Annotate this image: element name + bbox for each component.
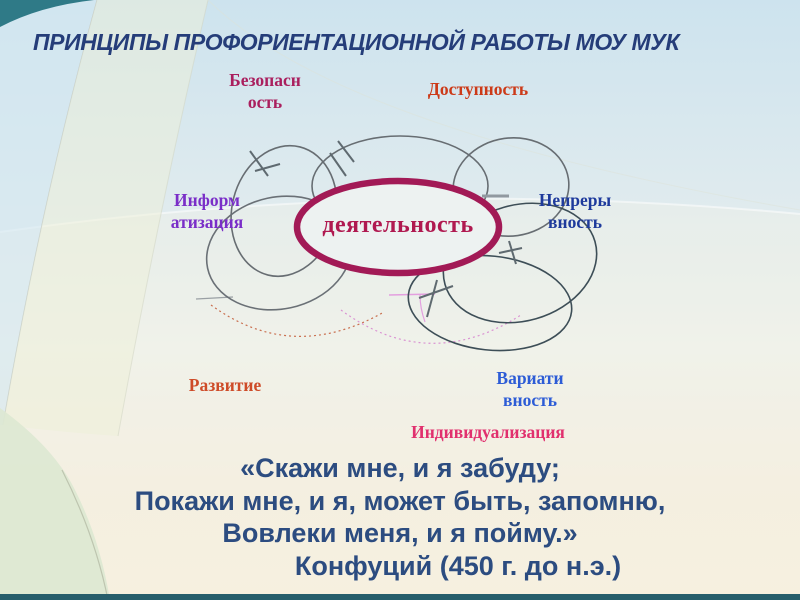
- label-line: Непреры: [538, 190, 612, 210]
- label-line: ость: [247, 92, 283, 112]
- principle-label-dostupnost: [408, 78, 548, 100]
- label-line: Вариати: [496, 368, 564, 388]
- label-line: Доступность: [427, 79, 529, 99]
- principle-label-nepreryvnost: [525, 189, 625, 233]
- teal-bottom-bar: [0, 594, 800, 600]
- principle-label-informatizatsiya: [157, 189, 257, 233]
- label-line: Безопасн: [229, 70, 301, 90]
- quote-attribution: Конфуций (450 г. до н.э.): [294, 550, 622, 581]
- principle-label-bezopasnost: [190, 69, 340, 113]
- quote-line: Вовлеки меня, и я пойму.»: [222, 518, 578, 548]
- principle-label-individualizatsiya: [393, 421, 583, 443]
- quote-line: «Скажи мне, и я забуду;: [240, 453, 560, 483]
- label-line: Индивидуализация: [411, 422, 565, 442]
- principle-label-razvitie: [180, 374, 270, 396]
- center-ellipse-label: деятельность: [322, 212, 474, 238]
- label-line: Развитие: [188, 375, 262, 395]
- label-line: атизация: [170, 212, 244, 232]
- quote-line: Покажи мне, и я, может быть, запомню,: [134, 485, 666, 516]
- slide-title: ПРИНЦИПЫ ПРОФОРИЕНТАЦИОННОЙ РАБОТЫ МОУ МУК: [33, 29, 680, 55]
- label-line: вность: [548, 212, 602, 232]
- quote-block: [0, 452, 800, 582]
- principle-label-variativnost: [480, 367, 580, 411]
- label-line: вность: [503, 390, 557, 410]
- label-line: Информ: [174, 190, 240, 210]
